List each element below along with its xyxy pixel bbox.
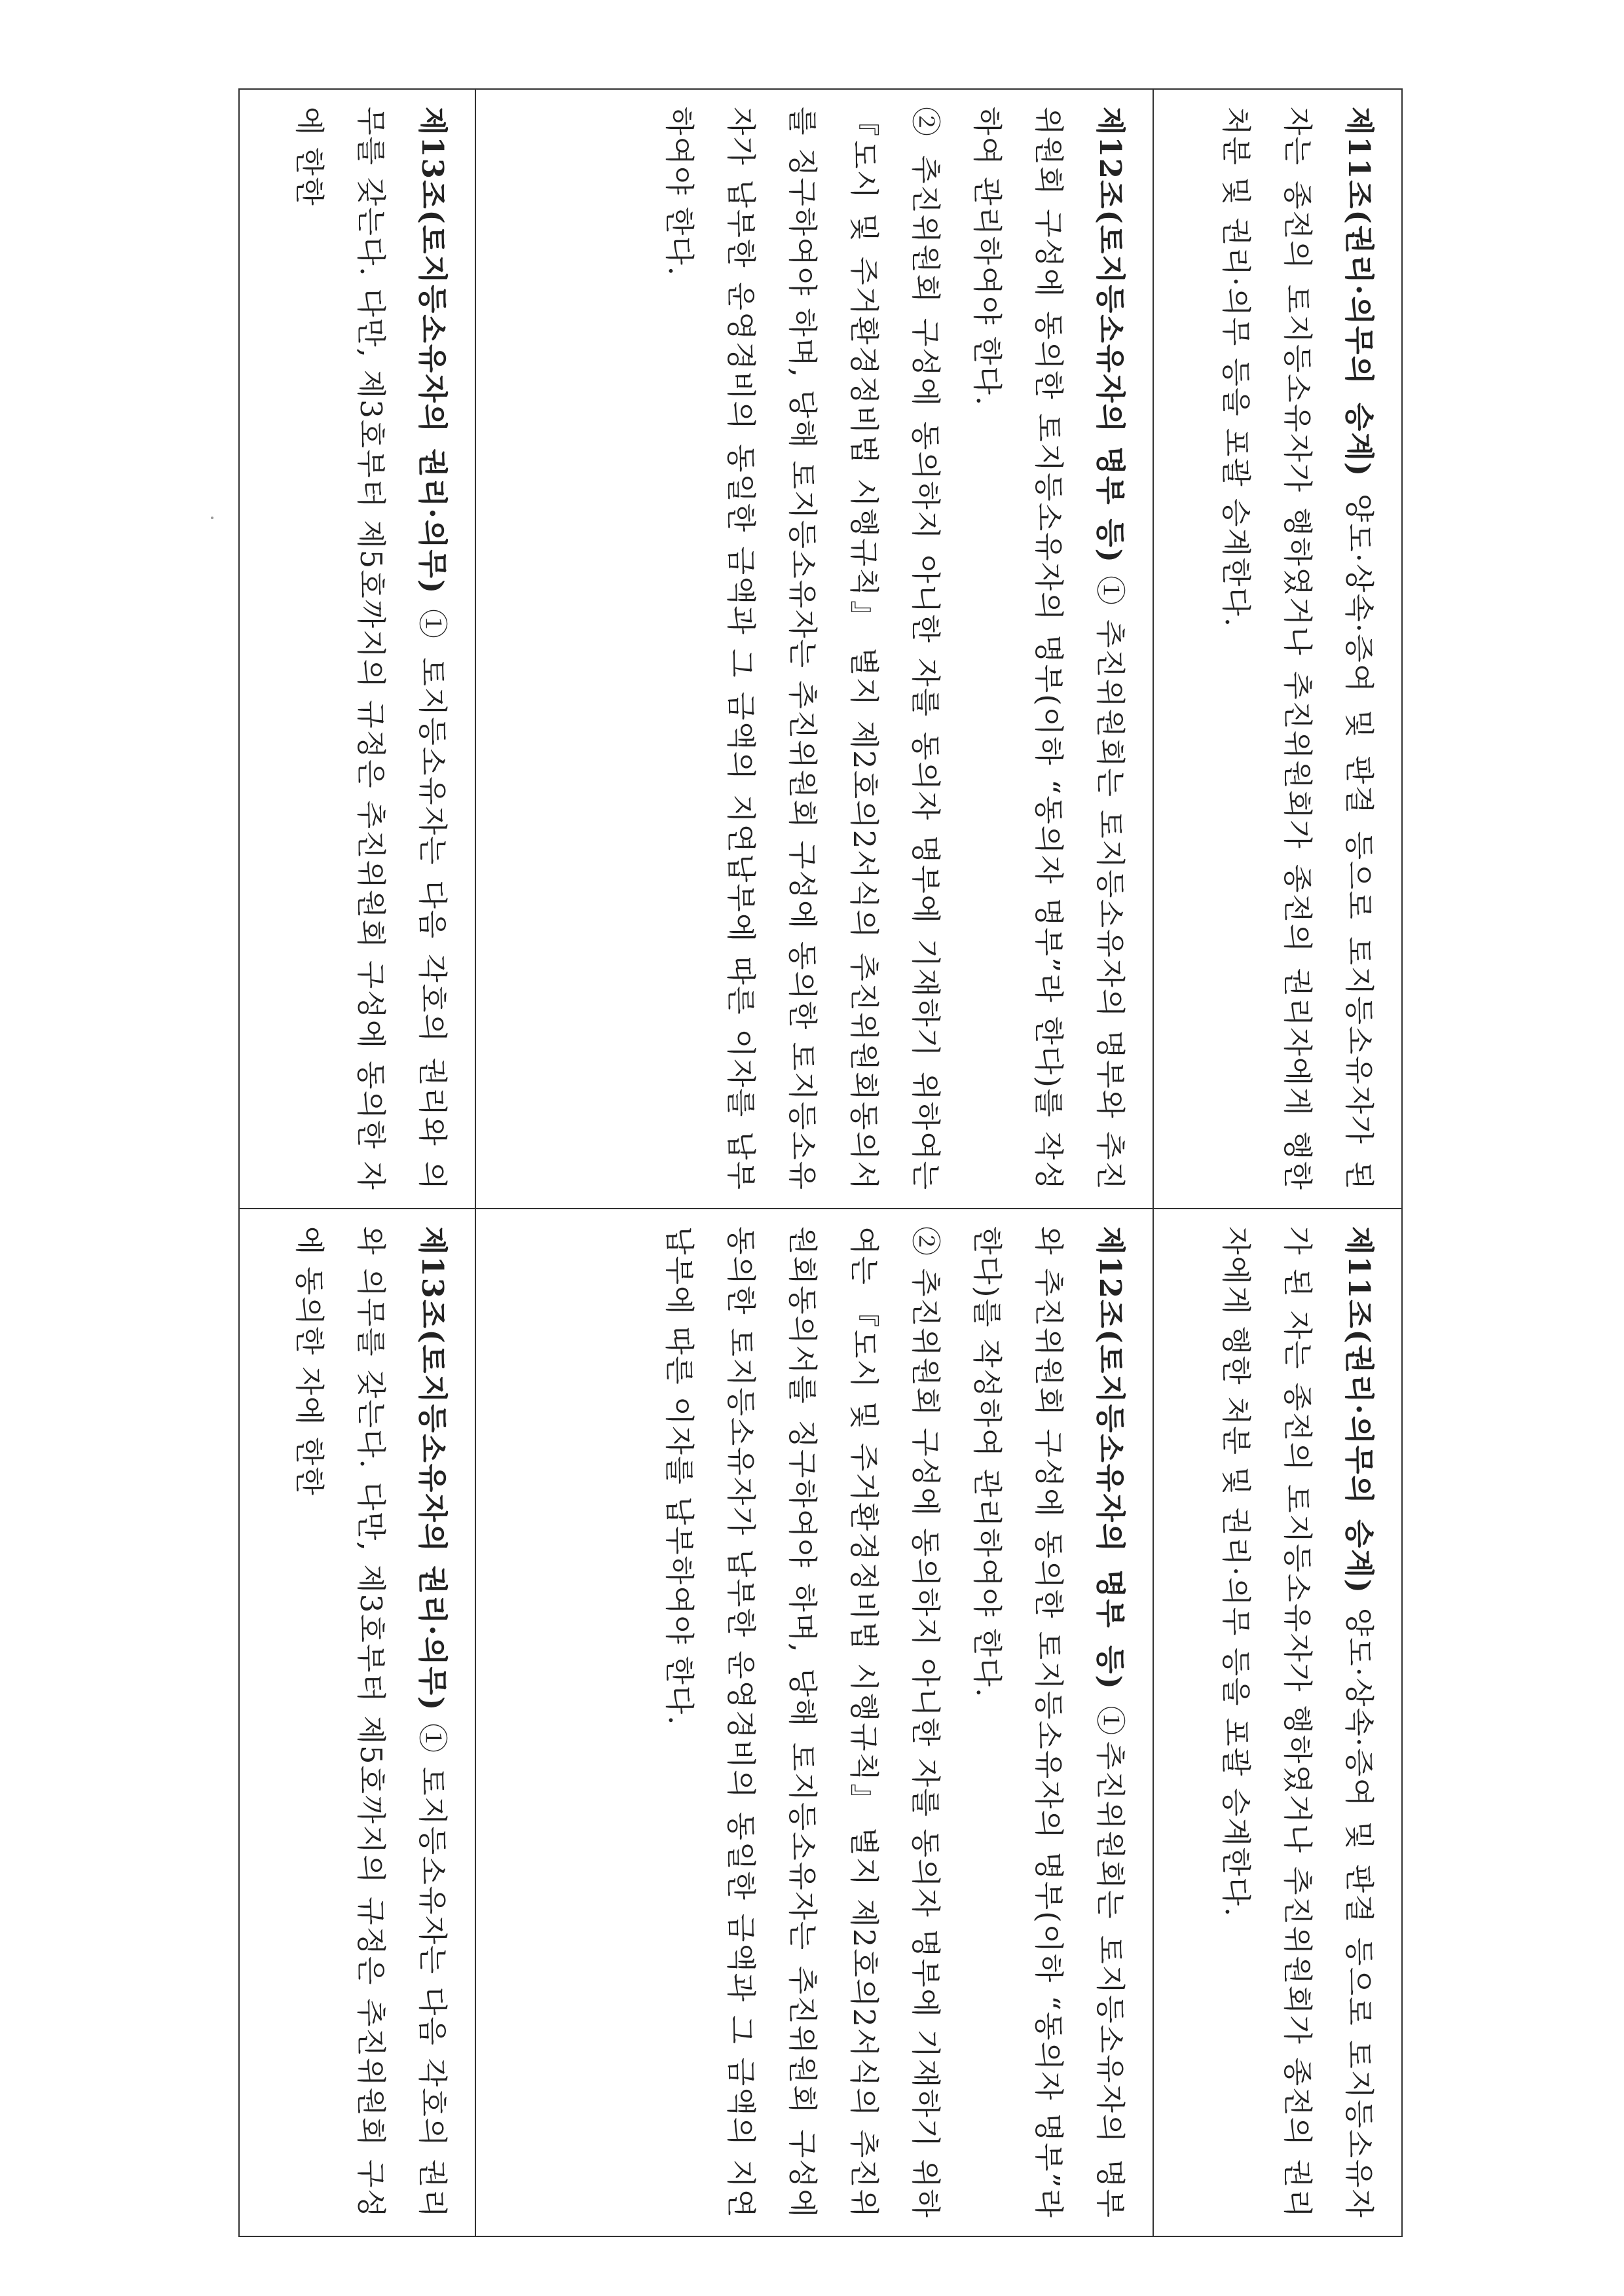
article-text: ① 토지등소유자는 다음 각호의 권리와 의무를 갖는다. 다만, 제3호부터 제5호까지의 규정은 추진위원회 구성에 동의한 자에 한한 <box>292 107 450 1191</box>
right-cell-article-13 <box>239 1209 475 2236</box>
article-11-left <box>1205 107 1390 1191</box>
article-12-right-para-2: ② 추진위원회 구성에 동의하지 아니한 자를 동의자 명부에 기재하기 위하여는 『도시 및 주거환경정비법 시행규칙』 별지 제2호의2서식의 추진위원회동의서를 징구하여야 하며, 당해 토지등소유자는 추진위원회 구성에 동의한 토지등소유자가 납부한 운영경비의 동일한 금액과 그 금액의 지연납부에 따른 이자를 납부하여야 한다. <box>662 1226 943 2219</box>
table-row <box>1153 89 1402 2236</box>
article-title: 제11조(권리·의무의 승계) <box>1342 1226 1376 1595</box>
article-text: 양도·상속·증여 및 판결 등으로 토지등소유자가 된 자는 종전의 토지등소유자가 행하였거나 추진위원회가 종전의 권리자에게 행한 처분 및 권리·의무 등을 포괄 승계한다. <box>1219 107 1376 1191</box>
left-cell-article-13 <box>239 89 475 1209</box>
article-title: 제12조(토지등소유자의 명부 등) <box>1093 107 1128 564</box>
article-title: 제13조(토지등소유자의 권리·의무) <box>415 107 450 595</box>
scan-speck <box>211 517 213 519</box>
article-title: 제13조(토지등소유자의 권리·의무) <box>415 1226 450 1712</box>
article-12-left-para-2: ② 추진위원회 구성에 동의하지 아니한 자를 동의자 명부에 기재하기 위하여는 『도시 및 주거환경정비법 시행규칙』 별지 제2호의2서식의 추진위원회동의서를 징구하여야 하며, 당해 토지등소유자는 추진위원회 구성에 동의한 토지등소유자가 납부한 운영경비의 동일한 금액과 그 금액의 지연납부에 따른 이자를 납부하여야 한다. <box>662 107 943 1191</box>
article-title: 제12조(토지등소유자의 명부 등) <box>1093 1226 1128 1690</box>
article-12-right <box>956 1226 1141 2219</box>
left-cell-article-12 <box>475 89 1153 1209</box>
article-12-left <box>956 107 1141 1191</box>
article-text: ① 토지등소유자는 다음 각호의 권리와 의무를 갖는다. 다만, 제3호부터 제5호까지의 규정은 추진위원회 구성에 동의한 자에 한한 <box>292 1226 450 2219</box>
article-text: 양도·상속·증여 및 판결 등으로 토지등소유자가 된 자는 종전의 토지등소유자가 행하였거나 추진위원회가 종전의 권리자에게 행한 처분 및 권리·의무 등을 포괄 승계한다. <box>1219 1226 1376 2219</box>
comparison-table <box>238 88 1403 2237</box>
right-cell-article-12 <box>475 1209 1153 2236</box>
table-row <box>475 89 1153 2236</box>
right-cell-article-11 <box>1153 1209 1402 2236</box>
article-11-right <box>1205 1226 1390 2219</box>
article-text: ①추진위원회는 토지등소유자의 명부와 추진위원회 구성에 동의한 토지등소유자의 명부(이하 “동의자 명부”라 한다)를 작성하여 관리하여야 한다. <box>970 1226 1128 2219</box>
article-text: ① 추진위원회는 토지등소유자의 명부와 추진위원회 구성에 동의한 토지등소유자의 명부(이하 “동의자 명부”라 한다)를 작성하여 관리하여야 한다. <box>970 107 1128 1191</box>
article-13-left <box>278 107 463 1191</box>
table-row <box>239 89 475 2236</box>
rotated-page <box>240 88 1403 2236</box>
article-title: 제11조(권리·의무의 승계) <box>1342 107 1376 478</box>
article-13-right <box>278 1226 463 2219</box>
left-cell-article-11 <box>1153 89 1402 1209</box>
